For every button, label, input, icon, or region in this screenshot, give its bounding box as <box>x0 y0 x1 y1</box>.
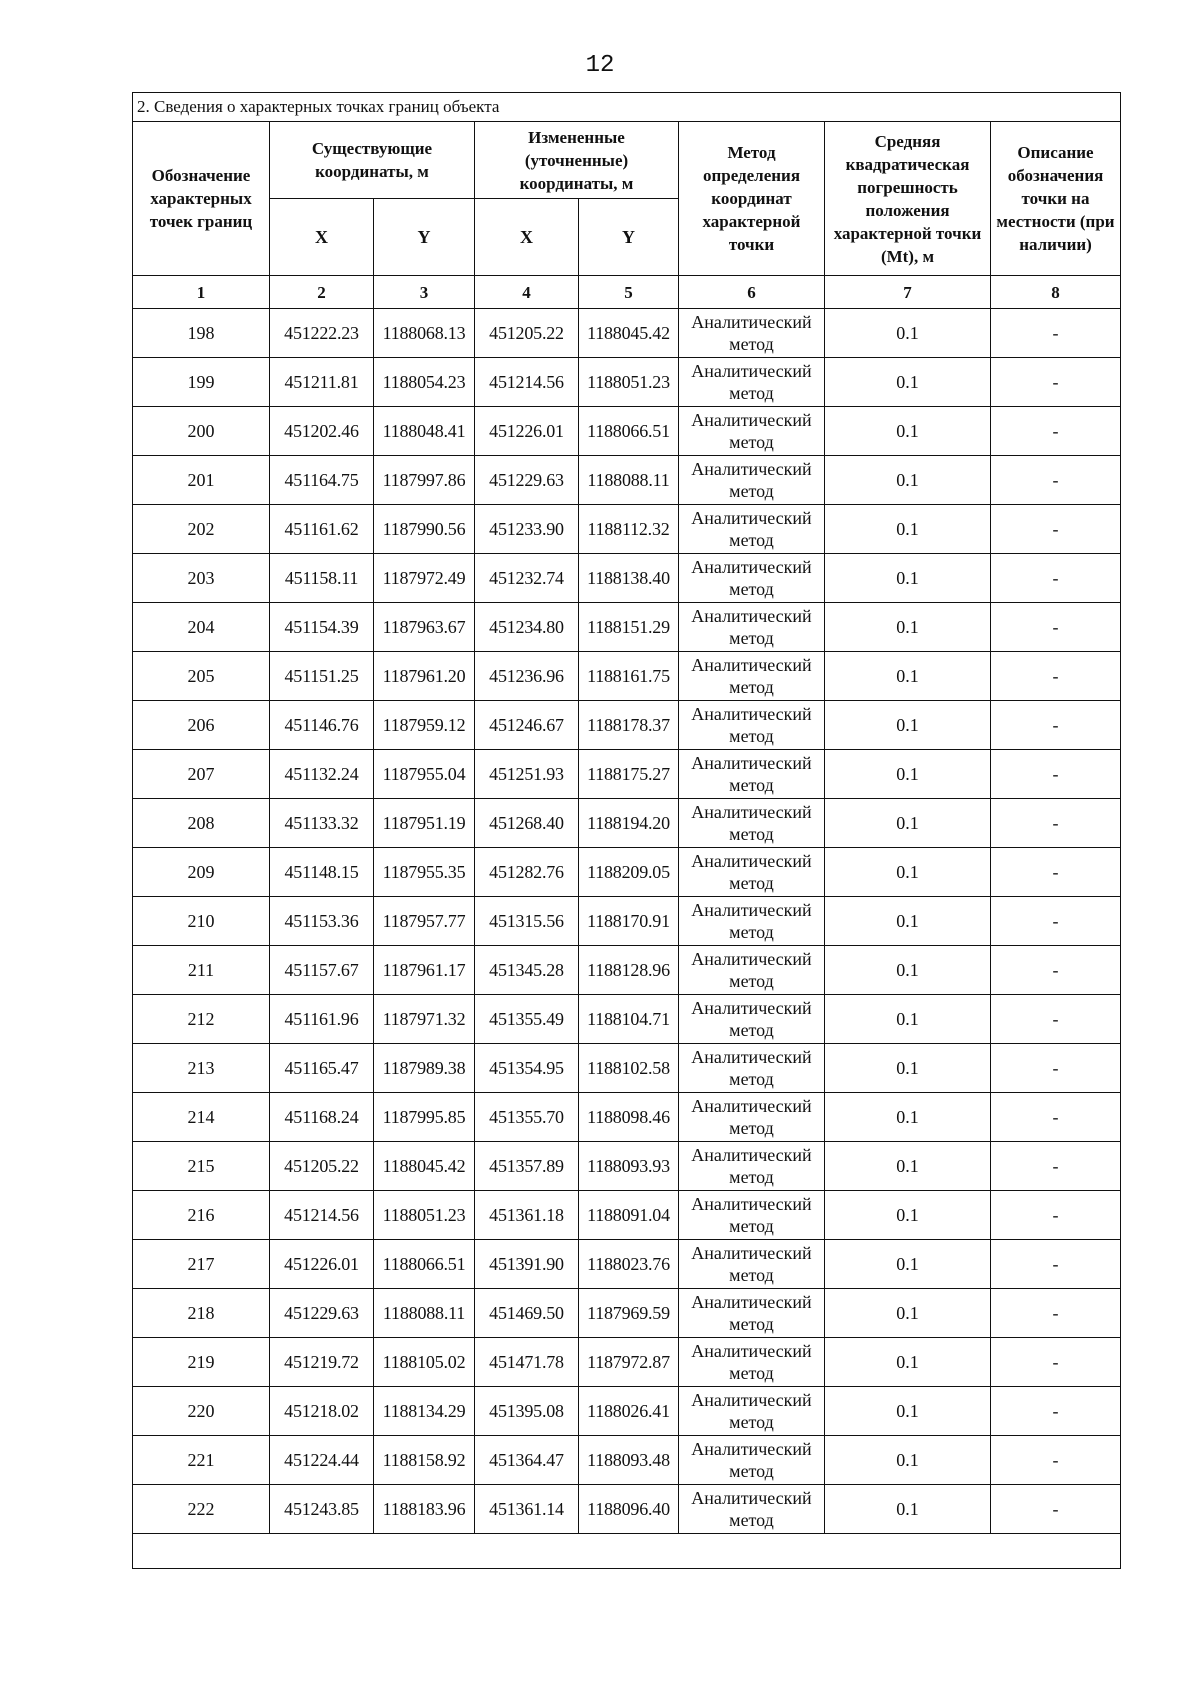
existing-x-cell: 451211.81 <box>270 358 374 407</box>
point-cell: 198 <box>133 309 270 358</box>
mt-cell: 0.1 <box>825 505 991 554</box>
existing-x-cell: 451132.24 <box>270 750 374 799</box>
existing-x-cell: 451222.23 <box>270 309 374 358</box>
changed-x-cell: 451251.93 <box>475 750 579 799</box>
method-cell: Аналитический метод <box>679 995 825 1044</box>
existing-x-cell: 451168.24 <box>270 1093 374 1142</box>
table-row <box>133 897 1121 946</box>
point-cell: 200 <box>133 407 270 456</box>
empty-cell <box>133 1534 1121 1569</box>
table-row <box>133 358 1121 407</box>
changed-x-cell: 451471.78 <box>475 1338 579 1387</box>
table-row <box>133 407 1121 456</box>
method-cell: Аналитический метод <box>679 603 825 652</box>
changed-x-cell: 451355.49 <box>475 995 579 1044</box>
table-row <box>133 799 1121 848</box>
column-number: 8 <box>991 276 1121 309</box>
table-row <box>133 309 1121 358</box>
point-cell: 206 <box>133 701 270 750</box>
table-row <box>133 1485 1121 1534</box>
existing-y-cell: 1187963.67 <box>374 603 475 652</box>
method-cell: Аналитический метод <box>679 652 825 701</box>
existing-x-cell: 451151.25 <box>270 652 374 701</box>
changed-x-cell: 451361.14 <box>475 1485 579 1534</box>
mt-cell: 0.1 <box>825 1436 991 1485</box>
existing-y-cell: 1188183.96 <box>374 1485 475 1534</box>
existing-x-cell: 451202.46 <box>270 407 374 456</box>
table-row <box>133 554 1121 603</box>
header-row-1 <box>133 122 1121 199</box>
column-number-row <box>133 276 1121 309</box>
mt-cell: 0.1 <box>825 946 991 995</box>
changed-x-cell: 451205.22 <box>475 309 579 358</box>
method-cell: Аналитический метод <box>679 407 825 456</box>
existing-x-cell: 451229.63 <box>270 1289 374 1338</box>
header-method: Метод определения координат характерной точки <box>679 122 825 276</box>
table-row <box>133 1093 1121 1142</box>
existing-x-cell: 451161.62 <box>270 505 374 554</box>
mt-cell: 0.1 <box>825 897 991 946</box>
mt-cell: 0.1 <box>825 652 991 701</box>
mt-cell: 0.1 <box>825 995 991 1044</box>
existing-y-cell: 1188066.51 <box>374 1240 475 1289</box>
description-cell: - <box>991 1044 1121 1093</box>
existing-y-cell: 1187989.38 <box>374 1044 475 1093</box>
description-cell: - <box>991 1436 1121 1485</box>
changed-x-cell: 451268.40 <box>475 799 579 848</box>
changed-x-cell: 451469.50 <box>475 1289 579 1338</box>
point-cell: 219 <box>133 1338 270 1387</box>
mt-cell: 0.1 <box>825 1485 991 1534</box>
description-cell: - <box>991 652 1121 701</box>
boundary-points-table <box>132 92 1121 1569</box>
description-cell: - <box>991 1093 1121 1142</box>
existing-y-cell: 1187995.85 <box>374 1093 475 1142</box>
table-row <box>133 1338 1121 1387</box>
existing-y-cell: 1187997.86 <box>374 456 475 505</box>
header-existing-y: Y <box>374 199 475 276</box>
changed-x-cell: 451234.80 <box>475 603 579 652</box>
column-number: 7 <box>825 276 991 309</box>
header-changed-x: X <box>475 199 579 276</box>
description-cell: - <box>991 701 1121 750</box>
header-existing-x: X <box>270 199 374 276</box>
method-cell: Аналитический метод <box>679 897 825 946</box>
existing-x-cell: 451224.44 <box>270 1436 374 1485</box>
description-cell: - <box>991 1338 1121 1387</box>
method-cell: Аналитический метод <box>679 554 825 603</box>
method-cell: Аналитический метод <box>679 750 825 799</box>
method-cell: Аналитический метод <box>679 1289 825 1338</box>
point-cell: 211 <box>133 946 270 995</box>
description-cell: - <box>991 1191 1121 1240</box>
existing-x-cell: 451243.85 <box>270 1485 374 1534</box>
changed-x-cell: 451226.01 <box>475 407 579 456</box>
existing-x-cell: 451165.47 <box>270 1044 374 1093</box>
description-cell: - <box>991 995 1121 1044</box>
changed-x-cell: 451345.28 <box>475 946 579 995</box>
description-cell: - <box>991 897 1121 946</box>
changed-y-cell: 1187972.87 <box>579 1338 679 1387</box>
changed-y-cell: 1188161.75 <box>579 652 679 701</box>
changed-y-cell: 1188112.32 <box>579 505 679 554</box>
method-cell: Аналитический метод <box>679 701 825 750</box>
method-cell: Аналитический метод <box>679 1044 825 1093</box>
changed-y-cell: 1188045.42 <box>579 309 679 358</box>
existing-y-cell: 1188068.13 <box>374 309 475 358</box>
mt-cell: 0.1 <box>825 407 991 456</box>
description-cell: - <box>991 554 1121 603</box>
existing-y-cell: 1187972.49 <box>374 554 475 603</box>
header-error: Средняя квадратическая погрешность положения характерной точки (Mt), м <box>825 122 991 276</box>
changed-x-cell: 451357.89 <box>475 1142 579 1191</box>
point-cell: 221 <box>133 1436 270 1485</box>
point-cell: 213 <box>133 1044 270 1093</box>
changed-y-cell: 1188102.58 <box>579 1044 679 1093</box>
mt-cell: 0.1 <box>825 1338 991 1387</box>
changed-x-cell: 451364.47 <box>475 1436 579 1485</box>
column-number: 5 <box>579 276 679 309</box>
mt-cell: 0.1 <box>825 603 991 652</box>
changed-y-cell: 1188091.04 <box>579 1191 679 1240</box>
existing-y-cell: 1187955.35 <box>374 848 475 897</box>
table-row <box>133 848 1121 897</box>
table-row <box>133 505 1121 554</box>
existing-x-cell: 451133.32 <box>270 799 374 848</box>
changed-y-cell: 1188104.71 <box>579 995 679 1044</box>
description-cell: - <box>991 505 1121 554</box>
point-cell: 199 <box>133 358 270 407</box>
method-cell: Аналитический метод <box>679 1485 825 1534</box>
method-cell: Аналитический метод <box>679 1142 825 1191</box>
empty-row <box>133 1534 1121 1569</box>
table-row <box>133 1142 1121 1191</box>
method-cell: Аналитический метод <box>679 1387 825 1436</box>
description-cell: - <box>991 1387 1121 1436</box>
point-cell: 222 <box>133 1485 270 1534</box>
existing-y-cell: 1187959.12 <box>374 701 475 750</box>
changed-x-cell: 451395.08 <box>475 1387 579 1436</box>
changed-y-cell: 1188093.48 <box>579 1436 679 1485</box>
changed-y-cell: 1188051.23 <box>579 358 679 407</box>
table-row <box>133 1387 1121 1436</box>
existing-y-cell: 1188051.23 <box>374 1191 475 1240</box>
existing-y-cell: 1188054.23 <box>374 358 475 407</box>
method-cell: Аналитический метод <box>679 1240 825 1289</box>
changed-y-cell: 1188194.20 <box>579 799 679 848</box>
changed-y-cell: 1187969.59 <box>579 1289 679 1338</box>
existing-x-cell: 451164.75 <box>270 456 374 505</box>
mt-cell: 0.1 <box>825 1289 991 1338</box>
changed-y-cell: 1188209.05 <box>579 848 679 897</box>
page-number: 12 <box>585 52 615 79</box>
table-row <box>133 701 1121 750</box>
changed-x-cell: 451315.56 <box>475 897 579 946</box>
mt-cell: 0.1 <box>825 1191 991 1240</box>
column-number: 3 <box>374 276 475 309</box>
existing-y-cell: 1188134.29 <box>374 1387 475 1436</box>
point-cell: 217 <box>133 1240 270 1289</box>
column-number: 4 <box>475 276 579 309</box>
existing-x-cell: 451148.15 <box>270 848 374 897</box>
changed-x-cell: 451233.90 <box>475 505 579 554</box>
changed-y-cell: 1188151.29 <box>579 603 679 652</box>
mt-cell: 0.1 <box>825 848 991 897</box>
point-cell: 215 <box>133 1142 270 1191</box>
existing-y-cell: 1188088.11 <box>374 1289 475 1338</box>
point-cell: 209 <box>133 848 270 897</box>
table-row <box>133 750 1121 799</box>
point-cell: 202 <box>133 505 270 554</box>
description-cell: - <box>991 946 1121 995</box>
description-cell: - <box>991 848 1121 897</box>
changed-y-cell: 1188138.40 <box>579 554 679 603</box>
existing-y-cell: 1188158.92 <box>374 1436 475 1485</box>
changed-y-cell: 1188128.96 <box>579 946 679 995</box>
column-number: 1 <box>133 276 270 309</box>
existing-x-cell: 451158.11 <box>270 554 374 603</box>
changed-x-cell: 451282.76 <box>475 848 579 897</box>
table-row <box>133 1191 1121 1240</box>
existing-y-cell: 1187961.20 <box>374 652 475 701</box>
changed-x-cell: 451246.67 <box>475 701 579 750</box>
point-cell: 212 <box>133 995 270 1044</box>
changed-x-cell: 451214.56 <box>475 358 579 407</box>
point-cell: 220 <box>133 1387 270 1436</box>
description-cell: - <box>991 1142 1121 1191</box>
description-cell: - <box>991 799 1121 848</box>
table-body <box>133 309 1121 1534</box>
mt-cell: 0.1 <box>825 1093 991 1142</box>
existing-y-cell: 1187990.56 <box>374 505 475 554</box>
changed-y-cell: 1188178.37 <box>579 701 679 750</box>
existing-y-cell: 1188048.41 <box>374 407 475 456</box>
changed-y-cell: 1188026.41 <box>579 1387 679 1436</box>
existing-y-cell: 1187957.77 <box>374 897 475 946</box>
method-cell: Аналитический метод <box>679 946 825 995</box>
header-description: Описание обозначения точки на местности (при наличии) <box>991 122 1121 276</box>
mt-cell: 0.1 <box>825 1044 991 1093</box>
existing-x-cell: 451161.96 <box>270 995 374 1044</box>
column-number: 6 <box>679 276 825 309</box>
changed-x-cell: 451229.63 <box>475 456 579 505</box>
description-cell: - <box>991 358 1121 407</box>
changed-y-cell: 1188023.76 <box>579 1240 679 1289</box>
point-cell: 218 <box>133 1289 270 1338</box>
point-cell: 207 <box>133 750 270 799</box>
mt-cell: 0.1 <box>825 456 991 505</box>
table-row <box>133 652 1121 701</box>
mt-cell: 0.1 <box>825 309 991 358</box>
mt-cell: 0.1 <box>825 1142 991 1191</box>
mt-cell: 0.1 <box>825 1387 991 1436</box>
changed-x-cell: 451236.96 <box>475 652 579 701</box>
existing-x-cell: 451218.02 <box>270 1387 374 1436</box>
existing-x-cell: 451153.36 <box>270 897 374 946</box>
point-cell: 208 <box>133 799 270 848</box>
mt-cell: 0.1 <box>825 750 991 799</box>
description-cell: - <box>991 1289 1121 1338</box>
section-title-row <box>133 93 1121 122</box>
section-title: 2. Сведения о характерных точках границ объекта <box>133 93 1121 122</box>
table-row <box>133 946 1121 995</box>
point-cell: 205 <box>133 652 270 701</box>
changed-x-cell: 451361.18 <box>475 1191 579 1240</box>
description-cell: - <box>991 1485 1121 1534</box>
method-cell: Аналитический метод <box>679 505 825 554</box>
mt-cell: 0.1 <box>825 554 991 603</box>
existing-x-cell: 451214.56 <box>270 1191 374 1240</box>
table-row <box>133 1240 1121 1289</box>
header-point-designation: Обозначение характерных точек границ <box>133 122 270 276</box>
mt-cell: 0.1 <box>825 358 991 407</box>
changed-y-cell: 1188088.11 <box>579 456 679 505</box>
method-cell: Аналитический метод <box>679 358 825 407</box>
existing-y-cell: 1187961.17 <box>374 946 475 995</box>
changed-y-cell: 1188098.46 <box>579 1093 679 1142</box>
existing-x-cell: 451157.67 <box>270 946 374 995</box>
point-cell: 210 <box>133 897 270 946</box>
existing-x-cell: 451205.22 <box>270 1142 374 1191</box>
existing-y-cell: 1188105.02 <box>374 1338 475 1387</box>
changed-x-cell: 451355.70 <box>475 1093 579 1142</box>
description-cell: - <box>991 603 1121 652</box>
changed-y-cell: 1188093.93 <box>579 1142 679 1191</box>
method-cell: Аналитический метод <box>679 848 825 897</box>
existing-y-cell: 1188045.42 <box>374 1142 475 1191</box>
point-cell: 203 <box>133 554 270 603</box>
changed-y-cell: 1188096.40 <box>579 1485 679 1534</box>
existing-y-cell: 1187951.19 <box>374 799 475 848</box>
changed-x-cell: 451354.95 <box>475 1044 579 1093</box>
method-cell: Аналитический метод <box>679 1436 825 1485</box>
table-row <box>133 603 1121 652</box>
changed-x-cell: 451391.90 <box>475 1240 579 1289</box>
header-changed-y: Y <box>579 199 679 276</box>
table-row <box>133 995 1121 1044</box>
description-cell: - <box>991 407 1121 456</box>
mt-cell: 0.1 <box>825 1240 991 1289</box>
existing-x-cell: 451226.01 <box>270 1240 374 1289</box>
point-cell: 204 <box>133 603 270 652</box>
changed-y-cell: 1188170.91 <box>579 897 679 946</box>
description-cell: - <box>991 309 1121 358</box>
mt-cell: 0.1 <box>825 701 991 750</box>
existing-x-cell: 451154.39 <box>270 603 374 652</box>
changed-y-cell: 1188066.51 <box>579 407 679 456</box>
table-row <box>133 1436 1121 1485</box>
header-existing-coords: Существующие координаты, м <box>270 122 475 199</box>
method-cell: Аналитический метод <box>679 1338 825 1387</box>
method-cell: Аналитический метод <box>679 799 825 848</box>
point-cell: 214 <box>133 1093 270 1142</box>
table-row <box>133 456 1121 505</box>
method-cell: Аналитический метод <box>679 1191 825 1240</box>
changed-y-cell: 1188175.27 <box>579 750 679 799</box>
point-cell: 201 <box>133 456 270 505</box>
existing-y-cell: 1187955.04 <box>374 750 475 799</box>
table-row <box>133 1044 1121 1093</box>
point-cell: 216 <box>133 1191 270 1240</box>
table-row <box>133 1289 1121 1338</box>
method-cell: Аналитический метод <box>679 1093 825 1142</box>
existing-x-cell: 451146.76 <box>270 701 374 750</box>
description-cell: - <box>991 1240 1121 1289</box>
header-changed-coords: Измененные (уточненные) координаты, м <box>475 122 679 199</box>
changed-x-cell: 451232.74 <box>475 554 579 603</box>
method-cell: Аналитический метод <box>679 309 825 358</box>
existing-x-cell: 451219.72 <box>270 1338 374 1387</box>
mt-cell: 0.1 <box>825 799 991 848</box>
column-number: 2 <box>270 276 374 309</box>
description-cell: - <box>991 750 1121 799</box>
existing-y-cell: 1187971.32 <box>374 995 475 1044</box>
method-cell: Аналитический метод <box>679 456 825 505</box>
description-cell: - <box>991 456 1121 505</box>
